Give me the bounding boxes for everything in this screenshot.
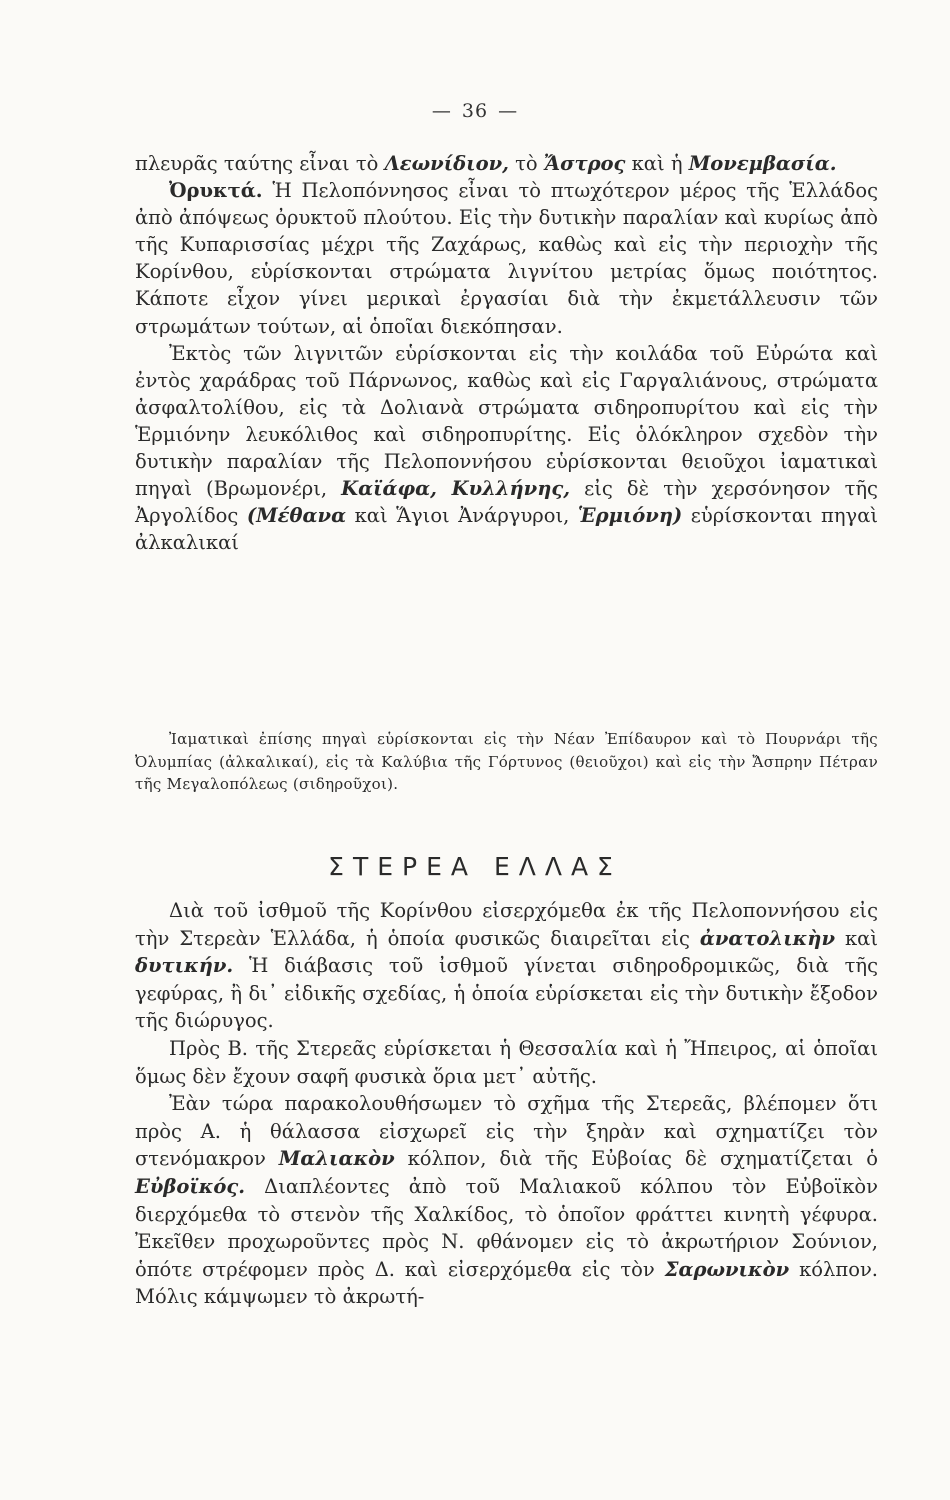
page-number-dash-right: — (498, 100, 519, 122)
text-run: εἰς δὲ τὴν χερσόνησον τῆς Ἀργολίδος (135, 477, 878, 528)
text-run: καὶ Ἅγιοι Ἀνάργυροι, (346, 504, 578, 528)
paragraph-intro (135, 150, 878, 177)
text-run: Διὰ τοῦ ἰσθμοῦ τῆς Κορίνθου εἰσερχόμεθα ἐκ τῆς Πελοποννήσου εἰς τὴν Στερεὰν Ἑλλάδα, ἡ ὁποία φυσικῶς διαιρεῖται εἰς (135, 899, 878, 950)
text-run: Ἡ διάβασις τοῦ ἰσθμοῦ γίνεται σιδηροδρομικῶς, διὰ τῆς γεφύρας, ἢ δι᾿ εἰδικῆς σχεδίας, ἡ ὁποία εὑρίσκεται εἰς τὴν δυτικὴν ἔξοδον τῆς διώρυγος. (135, 954, 878, 1033)
paragraph-gulfs (135, 1090, 878, 1311)
text-run: κόλπον, διὰ τῆς Εὐβοίας δὲ σχηματίζεται ὁ (394, 1147, 878, 1171)
text-run: τὸ (508, 152, 544, 175)
body-text-top (135, 150, 878, 556)
text-run: πλευρᾶς ταύτης εἶναι τὸ (135, 152, 385, 175)
place-name: (Μέθανα (246, 504, 347, 528)
place-name: Ἑρμιόνη) (577, 504, 683, 528)
place-name: Σαρωνικὸν (664, 1257, 790, 1281)
emphasis: ἀνατολικὴν (699, 926, 835, 950)
small-print-note (135, 728, 878, 796)
text-run: Διαπλέοντες ἀπὸ τοῦ Μαλιακοῦ κόλπου τὸν Εὐβοϊκὸν διερχόμεθα τὸ στενὸν τῆς Χαλκίδος, τὸ ὁποῖον φράττει κινητὴ γέφυρα. Ἐκεῖθεν προχωροῦντες πρὸς Ν. φθάνομεν εἰς τὸ ἀκρωτήριον Σούνιον, ὁπότε στρέφομεν πρὸς Δ. καὶ εἰσερχόμεθα εἰς τὸν (135, 1174, 878, 1281)
paragraph-minerals (135, 177, 878, 340)
paragraph-borders: Πρὸς Β. τῆς Στερεᾶς εὑρίσκεται ἡ Θεσσαλία καὶ ἡ Ἤπειρος, αἱ ὁποῖαι ὅμως δὲν ἔχουν σαφῆ φυσικὰ ὅρια μετ᾿ αὐτῆς. (135, 1036, 878, 1088)
body-text-bottom (135, 897, 878, 1311)
page-number-value: 36 (461, 100, 489, 122)
place-name: Μαλιακὸν (278, 1147, 395, 1171)
text-run: καὶ (835, 926, 878, 950)
emphasis: δυτικήν. (135, 954, 234, 978)
page-number (0, 100, 950, 122)
place-name: Καϊάφα, Κυλλήνης, (341, 477, 571, 501)
text-run: Ἡ Πελοπόννησος εἶναι τὸ πτωχότερον μέρος τῆς Ἑλλάδος ἀπὸ ἀπόψεως ὀρυκτοῦ πλούτου. Εἰς τὴν δυτικὴν παραλίαν καὶ κυρίως ἀπὸ τῆς Κυπαρισσίας μέχρι τῆς Ζαχάρως, καθὼς καὶ εἰς τὴν περιοχὴν τῆς Κορίνθου, εὑρίσκονται στρώματα λιγνίτου μετρίας ὅμως ποιότητος. Κάποτε εἶχον γίνει μερικαὶ ἐργασίαι διὰ τὴν ἐκμετάλλευσιν τῶν στρωμάτων τούτων, αἱ ὁποῖαι διεκόπησαν. (135, 179, 878, 338)
section-label: Ὀρυκτά. (169, 179, 263, 203)
page-number-dash-left: — (431, 100, 452, 122)
note-text: Ἰαματικαὶ ἐπίσης πηγαὶ εὑρίσκονται εἰς τὴν Νέαν Ἐπίδαυρον καὶ τὸ Πουρνάρι τῆς Ὀλυμπίας (ἀλκαλικαί), εἰς τὰ Καλύβια τῆς Γόρτυνος (θειοῦχοι) καὶ εἰς τὴν Ἄσπρην Πέτραν τῆς Μεγαλοπόλεως (σιδηροῦχοι). (135, 730, 878, 793)
paragraph-isthmus (135, 897, 878, 1035)
place-name: Λεωνίδιον, (384, 152, 509, 175)
place-name: Εὐβοϊκός. (135, 1174, 246, 1198)
section-heading: ΣΤΕΡΕΑ ΕΛΛΑΣ (328, 852, 622, 881)
text-run: Ἐκτὸς τῶν λιγνιτῶν εὑρίσκονται εἰς τὴν κοιλάδα τοῦ Εὐρώτα καὶ ἐντὸς χαράδρας τοῦ Πάρνωνος, καθὼς καὶ εἰς Γαργαλιάνους, στρώματα ἀσφαλτολίθου, εἰς τὰ Δολιανὰ στρώματα σιδηροπυρίτου καὶ εἰς τὴν Ἑρμιόνην λευκόλιθος καὶ σιδηροπυρίτης. Εἰς ὁλόκληρον σχεδὸν τὴν δυτικὴν παραλίαν τῆς Πελοποννήσου εὑρίσκονται θειοῦχοι ἰαματικαὶ πηγαὶ (Βρωμονέρι, (135, 341, 878, 501)
place-name: Μονεμβασία. (688, 152, 837, 175)
text-run: εὑρίσκονται πηγαὶ ἀλκαλικαί (135, 504, 879, 555)
paragraph-springs (135, 340, 878, 557)
place-name: Ἄστρος (543, 152, 626, 175)
text-run: καὶ ἡ (625, 152, 689, 175)
text-run: Ἐὰν τώρα παρακολουθήσωμεν τὸ σχῆμα τῆς Στερεᾶς, βλέπομεν ὅτι πρὸς Α. ἡ θάλασσα εἰσχωρεῖ εἰς τὴν ξηρὰν καὶ σχηματίζει τὸν στενόμακρον (135, 1092, 878, 1171)
text-run: κόλπον. Μόλις κάμψωμεν τὸ ἀκρωτή- (135, 1257, 878, 1309)
